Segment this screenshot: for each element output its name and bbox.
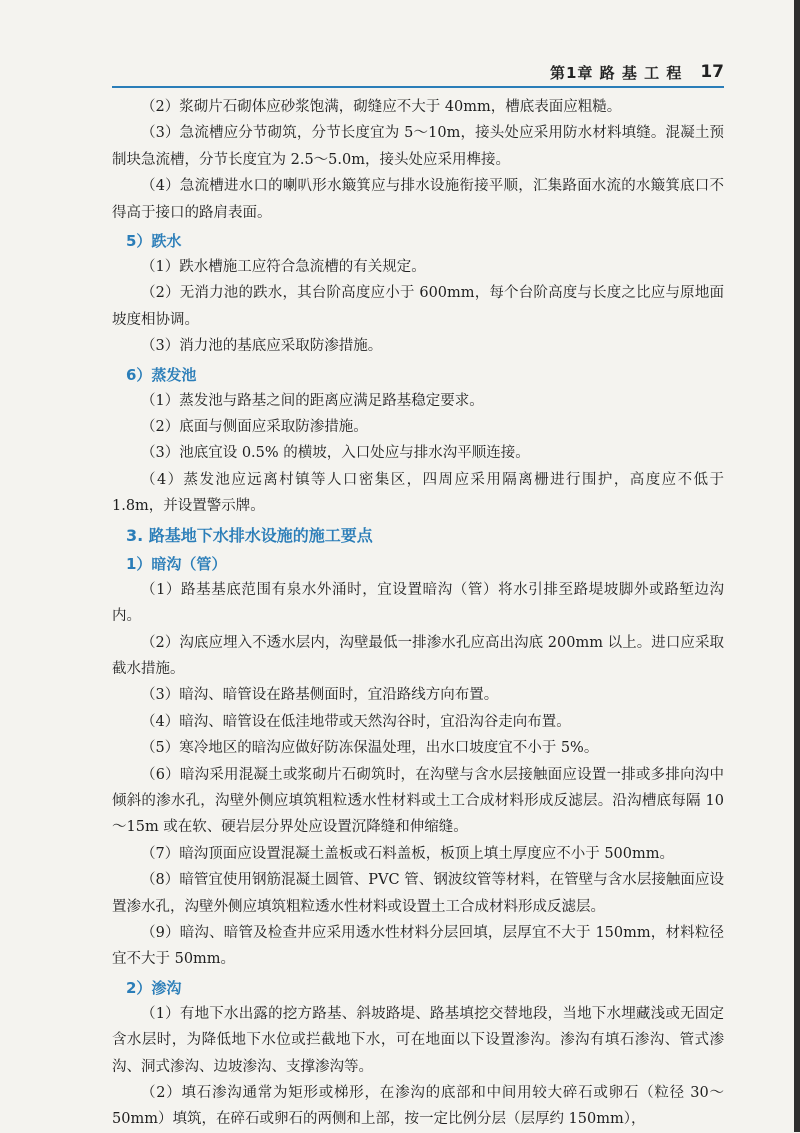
subsection-heading: 2）渗沟: [126, 978, 182, 997]
paragraph: （1）蒸发池与路基之间的距离应满足路基稳定要求。: [141, 392, 484, 409]
paragraph: （1）有地下水出露的挖方路基、斜坡路堤、路基填挖交替地段，当地下水埋藏浅或无固定含水层时，为降低地下水位或拦截地下水，可在地面以下设置渗沟。渗沟有填石渗沟、管式渗沟、洞式渗沟、边坡渗沟、支撑渗沟等。: [112, 1005, 724, 1075]
subsection-heading: 1）暗沟（管）: [126, 554, 227, 573]
paragraph: （3）暗沟、暗管设在路基侧面时，宜沿路线方向布置。: [141, 687, 499, 704]
page-edge: [794, 0, 800, 1132]
paragraph: （1）路基基底范围有泉水外涌时，宜设置暗沟（管）将水引排至路堤坡脚外或路堑边沟内。: [112, 581, 724, 625]
paragraph: （4）急流槽进水口的喇叭形水簸箕应与排水设施衔接平顺，汇集路面水流的水簸箕底口不得高于接口的路肩表面。: [112, 178, 724, 221]
paragraph: （3）池底宜设 0.5% 的横坡，入口处应与排水沟平顺连接。: [141, 445, 530, 462]
paragraph: （2）底面与侧面应采取防渗措施。: [141, 419, 368, 436]
subsection-heading: 5）跌水: [126, 232, 182, 251]
paragraph: （3）急流槽应分节砌筑，分节长度宜为 5～10m，接头处应采用防水材料填缝。混凝土预制块急流槽，分节长度宜为 2.5～5.0m，接头处应采用榫接。: [112, 125, 724, 168]
paragraph: （7）暗沟顶面应设置混凝土盖板或石料盖板，板顶上填土厚度应不小于 500mm。: [141, 845, 675, 862]
paragraph: （2）沟底应埋入不透水层内，沟壁最低一排渗水孔应高出沟底 200mm 以上。进口应采取截水措施。: [112, 634, 724, 677]
paragraph: （6）暗沟采用混凝土或浆砌片石砌筑时，在沟壁与含水层接触面应设置一排或多排向沟中倾斜的渗水孔，沟壁外侧应填筑粗粒透水性材料或土工合成材料形成反滤层。沿沟槽底每隔 10～15m 或在软、硬岩层分界处应设置沉降缝和伸缩缝。: [112, 766, 724, 836]
paragraph: （3）消力池的基底应采取防渗措施。: [141, 338, 383, 355]
paragraph: （2）填石渗沟通常为矩形或梯形，在渗沟的底部和中间用较大碎石或卵石（粒径 30～50mm）填筑，在碎石或卵石的两侧和上部，按一定比例分层（层厚约 150mm），: [112, 1085, 724, 1128]
page-number: 17: [700, 62, 724, 82]
page-body: [112, 94, 724, 1133]
page-header: [112, 58, 724, 88]
paragraph: （5）寒冷地区的暗沟应做好防冻保温处理，出水口坡度宜不小于 5%。: [141, 740, 599, 757]
paragraph: （9）暗沟、暗管及检查井应采用透水性材料分层回填，层厚宜不大于 150mm，材料粒径宜不大于 50mm。: [112, 924, 724, 968]
paragraph: （8）暗管宜使用钢筋混凝土圆管、PVC 管、钢波纹管等材料，在管壁与含水层接触面应设置渗水孔，沟壁外侧应填筑粗粒透水性材料或设置土工合成材料形成反滤层。: [112, 872, 724, 915]
section-heading: 3. 路基地下水排水设施的施工要点: [126, 525, 373, 545]
paragraph: （2）浆砌片石砌体应砂浆饱满，砌缝应不大于 40mm，槽底表面应粗糙。: [141, 99, 622, 115]
paragraph: （1）跌水槽施工应符合急流槽的有关规定。: [141, 259, 426, 276]
chapter-title: 第1章 路 基 工 程: [550, 63, 683, 82]
paragraph: （4）暗沟、暗管设在低洼地带或天然沟谷时，宜沿沟谷走向布置。: [141, 713, 571, 730]
paragraph: （2）无消力池的跌水，其台阶高度应小于 600mm，每个台阶高度与长度之比应与原地面坡度相协调。: [112, 285, 724, 328]
paragraph: （4）蒸发池应远离村镇等人口密集区，四周应采用隔离栅进行围护，高度应不低于 1.8m，并设置警示牌。: [112, 471, 724, 515]
subsection-heading: 6）蒸发池: [126, 365, 197, 384]
